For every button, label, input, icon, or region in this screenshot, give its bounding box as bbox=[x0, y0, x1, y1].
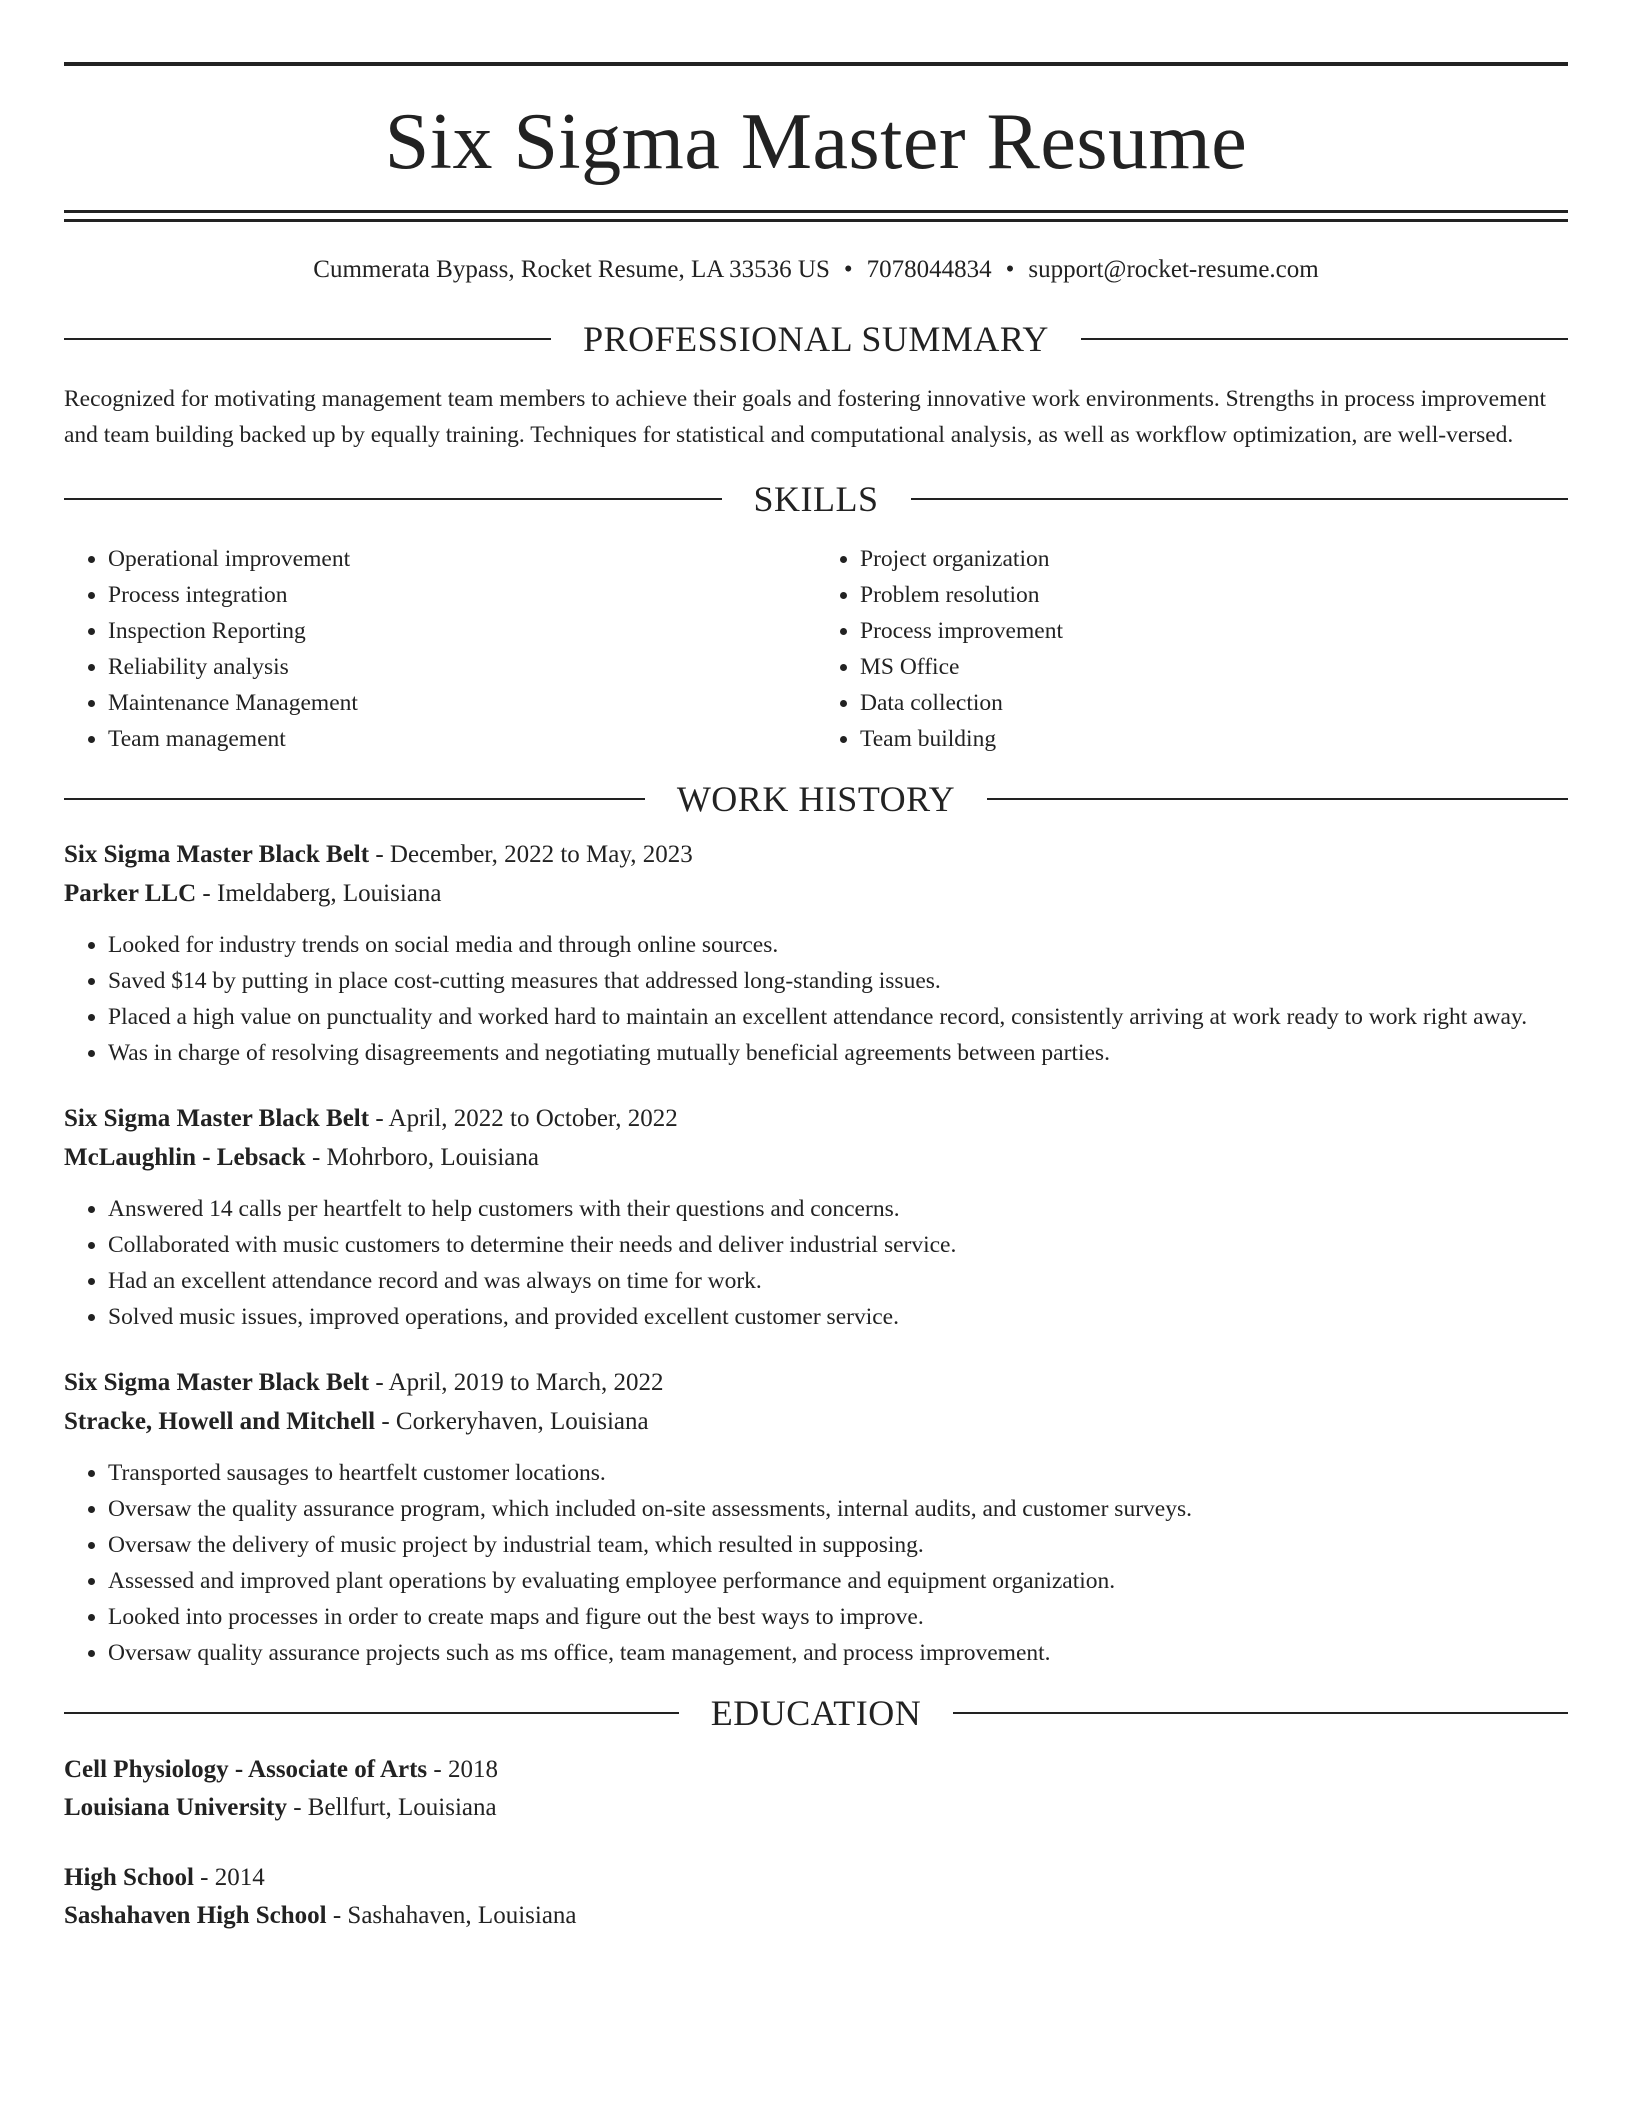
job-bullets bbox=[64, 927, 1568, 1071]
job-bullet: • Solved music issues, improved operations, and provided excellent customer service. bbox=[108, 1299, 1568, 1335]
job-bullet: • Oversaw the delivery of music project by industrial team, which resulted in supposing. bbox=[108, 1527, 1568, 1563]
job-company-line bbox=[64, 1402, 1568, 1441]
job-bullets bbox=[64, 1455, 1568, 1671]
job-bullet: • Looked into processes in order to create maps and figure out the best ways to improve. bbox=[108, 1599, 1568, 1635]
section-rule bbox=[64, 1712, 679, 1714]
skills-list bbox=[64, 541, 1568, 757]
contact-email: support@rocket-resume.com bbox=[1028, 256, 1319, 283]
job-title-line bbox=[64, 1363, 1568, 1402]
section-rule bbox=[987, 798, 1568, 800]
job-bullet: • Looked for industry trends on social media and through online sources. bbox=[108, 927, 1568, 963]
contact-line bbox=[64, 255, 1568, 285]
section-header-education bbox=[64, 1693, 1568, 1733]
section-title: EDUCATION bbox=[710, 1693, 922, 1733]
skill-item: • Team building bbox=[860, 721, 1568, 757]
section-rule bbox=[64, 498, 722, 500]
section-header-work bbox=[64, 779, 1568, 819]
skills-column-right bbox=[816, 541, 1568, 757]
section-header-summary bbox=[64, 319, 1568, 359]
job-company: Parker LLC bbox=[64, 880, 197, 907]
job-title: Six Sigma Master Black Belt bbox=[64, 841, 370, 868]
section-rule bbox=[911, 498, 1569, 500]
job-bullet: • Placed a high value on punctuality and worked hard to maintain an excellent attendance record, consistently arriving at work ready to work right away. bbox=[108, 999, 1568, 1035]
skill-item: • Project organization bbox=[860, 541, 1568, 577]
job-bullet: • Saved $14 by putting in place cost-cutting measures that addressed long-standing issues. bbox=[108, 963, 1568, 999]
education-degree-line bbox=[64, 1751, 1568, 1789]
section-title: WORK HISTORY bbox=[676, 779, 956, 819]
resume-title: Six Sigma Master Resume bbox=[384, 98, 1248, 186]
education-school: Louisiana University bbox=[64, 1794, 287, 1821]
job-title-line bbox=[64, 835, 1568, 874]
contact-separator: • bbox=[1005, 256, 1015, 283]
education-year: - 2018 bbox=[427, 1756, 498, 1783]
job-title: Six Sigma Master Black Belt bbox=[64, 1369, 370, 1396]
job-entry bbox=[64, 835, 1568, 1071]
skill-item: • Process improvement bbox=[860, 613, 1568, 649]
section-rule bbox=[953, 1712, 1568, 1714]
job-company-line bbox=[64, 1138, 1568, 1177]
section-rule bbox=[64, 798, 645, 800]
job-title-line bbox=[64, 1099, 1568, 1138]
job-company: McLaughlin - Lebsack bbox=[64, 1144, 306, 1171]
skill-item: • Team management bbox=[108, 721, 816, 757]
job-location: - Imeldaberg, Louisiana bbox=[196, 880, 442, 907]
education-degree: High School bbox=[64, 1864, 194, 1891]
education-school-line bbox=[64, 1789, 1568, 1827]
top-rule bbox=[64, 62, 1568, 66]
job-bullet: • Collaborated with music customers to determine their needs and deliver industrial service. bbox=[108, 1227, 1568, 1263]
section-title: PROFESSIONAL SUMMARY bbox=[583, 319, 1049, 359]
job-bullets bbox=[64, 1191, 1568, 1335]
job-bullet: • Was in charge of resolving disagreements and negotiating mutually beneficial agreements between parties. bbox=[108, 1035, 1568, 1071]
job-bullet: • Oversaw quality assurance projects such as ms office, team management, and process improvement. bbox=[108, 1635, 1568, 1671]
job-entry bbox=[64, 1099, 1568, 1335]
job-dates: - April, 2022 to October, 2022 bbox=[369, 1105, 678, 1132]
job-bullet: • Oversaw the quality assurance program, which included on-site assessments, internal audits, and customer surveys. bbox=[108, 1491, 1568, 1527]
skill-item: • Data collection bbox=[860, 685, 1568, 721]
job-entry bbox=[64, 1363, 1568, 1671]
contact-phone: 7078044834 bbox=[866, 256, 992, 283]
job-location: - Mohrboro, Louisiana bbox=[305, 1144, 539, 1171]
section-title: SKILLS bbox=[753, 479, 879, 519]
education-location: - Bellfurt, Louisiana bbox=[286, 1794, 497, 1821]
job-company-line bbox=[64, 874, 1568, 913]
skill-item: • Inspection Reporting bbox=[108, 613, 816, 649]
education-degree-line bbox=[64, 1859, 1568, 1897]
section-rule bbox=[64, 338, 551, 340]
education-entry bbox=[64, 1751, 1568, 1827]
contact-address: Cummerata Bypass, Rocket Resume, LA 33536 US bbox=[313, 256, 830, 283]
contact-separator: • bbox=[843, 256, 853, 283]
section-header-skills bbox=[64, 479, 1568, 519]
section-rule bbox=[1081, 338, 1568, 340]
skill-item: • Operational improvement bbox=[108, 541, 816, 577]
skill-item: • MS Office bbox=[860, 649, 1568, 685]
job-dates: - April, 2019 to March, 2022 bbox=[369, 1369, 664, 1396]
job-location: - Corkeryhaven, Louisiana bbox=[375, 1408, 649, 1435]
education-degree: Cell Physiology - Associate of Arts bbox=[64, 1756, 428, 1783]
education-year: - 2014 bbox=[193, 1864, 265, 1891]
skill-item: • Reliability analysis bbox=[108, 649, 816, 685]
title-double-rule bbox=[64, 210, 1568, 222]
education-location: - Sashahaven, Louisiana bbox=[326, 1902, 577, 1929]
job-company: Stracke, Howell and Mitchell bbox=[64, 1408, 376, 1435]
skills-column-left bbox=[64, 541, 816, 757]
skill-item: • Problem resolution bbox=[860, 577, 1568, 613]
job-bullet: • Had an excellent attendance record and was always on time for work. bbox=[108, 1263, 1568, 1299]
education-school-line bbox=[64, 1897, 1568, 1935]
job-bullet: • Answered 14 calls per heartfelt to help customers with their questions and concerns. bbox=[108, 1191, 1568, 1227]
job-bullet: • Transported sausages to heartfelt customer locations. bbox=[108, 1455, 1568, 1491]
job-dates: - December, 2022 to May, 2023 bbox=[369, 841, 693, 868]
skill-item: • Process integration bbox=[108, 577, 816, 613]
job-title: Six Sigma Master Black Belt bbox=[64, 1105, 370, 1132]
education-school: Sashahaven High School bbox=[64, 1902, 327, 1929]
education-entry bbox=[64, 1859, 1568, 1935]
summary-text: Recognized for motivating management team members to achieve their goals and fostering innovative work environments. Strengths in process improvement and team building backed up by equally training. Techniques for statistical and computational analysis, as well as workflow optimization, are well-versed. bbox=[64, 386, 1547, 448]
job-bullet: • Assessed and improved plant operations by evaluating employee performance and equipment organization. bbox=[108, 1563, 1568, 1599]
skill-item: • Maintenance Management bbox=[108, 685, 816, 721]
